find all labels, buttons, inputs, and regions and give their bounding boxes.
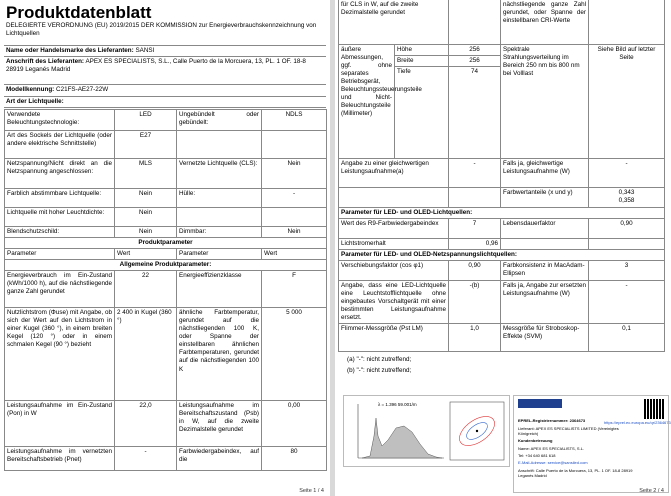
param-value: 0,00 <box>262 401 327 447</box>
param-name: Farbkonsistenz in MacAdam-Ellipsen <box>501 260 589 280</box>
param-name: Lichtstromerhalt <box>339 238 449 249</box>
param-name <box>339 187 449 207</box>
footnote-b: (b) "-": nicht zutreffend; <box>347 367 412 375</box>
type-param: Verwendete Beleuchtungstechnologie: <box>5 110 115 131</box>
param-value: 3 <box>589 260 665 280</box>
page-footer: Seite 1 / 4 <box>299 488 324 494</box>
page-title: Produktdatenblatt <box>6 3 152 22</box>
type-row <box>5 208 327 227</box>
param-value: - <box>589 158 665 187</box>
type-row <box>5 189 327 208</box>
param-row <box>5 271 327 308</box>
spectral-label: Spektrale Strahlungsverteilung im Bereich 250 nm bis 800 nm bei Volllast <box>501 44 589 158</box>
param-value: 0,1 <box>589 323 665 351</box>
param-name <box>501 238 589 249</box>
param-value: - <box>589 280 665 323</box>
param-name: Energieverbrauch im Ein-Zustand (kWh/1000 h), auf die nächstliegende ganze Zahl gerundet <box>5 271 115 308</box>
model-label: Modellkennung: <box>6 86 55 93</box>
lumen-maintenance-row <box>339 238 665 249</box>
dim-name: Höhe <box>395 44 449 55</box>
footnote-a: (a) "-": nicht zutreffend; <box>347 356 412 363</box>
param-value: 2 400 in Kugel (360 °) <box>115 308 177 401</box>
type-heading-row <box>4 96 326 108</box>
chromaticity-row <box>339 187 665 207</box>
type-value <box>262 131 327 159</box>
eprel-label-image <box>513 395 669 493</box>
param-name: Angabe, dass eine LED-Lichtquelle eine Leuchtstofflichtquelle ohne eingebautes Vorschaltgerät mit einer bestimmten Leistungsaufnahme ersetzt. <box>339 280 449 323</box>
param-name: Leistungsaufnahme im Bereitschaftszustand (Psb) in W, auf die zweite Dezimalstelle gerundet <box>177 401 262 447</box>
param-name: Wert des R9-Farbwiedergabeindex <box>339 218 449 238</box>
param-name: Verschiebungsfaktor (cos φ1) <box>339 260 449 280</box>
param-value <box>449 187 501 207</box>
qr-code-icon <box>644 399 664 419</box>
type-value: Nein <box>115 227 177 238</box>
dim-name: Tiefe <box>395 66 449 158</box>
type-value: Nein <box>115 189 177 208</box>
param-value: F <box>262 271 327 308</box>
param-name: ähnliche Farbtemperatur, gerundet auf die nächstliegenden 100 K, oder Spanne der einstellbaren ähnlichen Farbtemperaturen, gerundet auf die nächstliegenden 100 K <box>177 308 262 401</box>
col-header-value: Wert <box>115 249 177 260</box>
supplier-label: Name oder Handelsmarke des Lieferanten: <box>6 47 134 54</box>
spectrum-caption: λ = 1.396 59.001/m <box>378 402 417 407</box>
product-params-header-row <box>5 238 327 249</box>
param-name: Lebensdauerfaktor <box>501 218 589 238</box>
type-param: Netzspannung/Nicht direkt an die Netzspannung angeschlossen: <box>5 159 115 189</box>
dim-value: 256 <box>449 44 501 55</box>
eprel-line: Tel: +34 640 681 618 <box>518 453 556 458</box>
param-value: 0,90 <box>449 260 501 280</box>
eprel-line: Anschrift: Calle Puerto de la Morcuera, 13, PL. 1 OF. 18-8 28919 Leganés Madrid <box>518 468 633 479</box>
cri-row <box>339 0 665 44</box>
col-header-value: Wert <box>262 249 327 260</box>
mains-row <box>339 260 665 280</box>
param-name: nächstliegende ganze Zahl gerundet, oder Spanne der einstellbaren CRI-Werte <box>501 0 589 44</box>
param-value: 7 <box>449 218 501 238</box>
param-name: Farbwiedergabeindex, auf die <box>177 447 262 471</box>
param-name: Leistungsaufnahme im vernetzten Bereitschaftsbetrieb (Pnet) <box>5 447 115 471</box>
type-value: Nein <box>115 208 177 227</box>
general-params-header: Allgemeine Produktparameter: <box>5 260 327 271</box>
type-row <box>5 227 327 238</box>
datasheet-page-1 <box>0 0 330 496</box>
param-value: 0,96 <box>449 238 501 249</box>
type-param: Ungebündelt oder gebündelt: <box>177 110 262 131</box>
type-param: Lichtquelle mit hoher Leuchtdichte: <box>5 208 115 227</box>
type-value: Nein <box>262 159 327 189</box>
type-label: Art der Lichtquelle: <box>6 98 64 105</box>
param-value: 0,90 <box>589 218 665 238</box>
param-row <box>5 447 327 471</box>
type-value: NDLS <box>262 110 327 131</box>
equivalent-power-row <box>339 158 665 187</box>
light-source-type-table <box>4 109 327 471</box>
eprel-number: EPREL-Registriernummer: 2364673 <box>518 418 586 423</box>
col-header-parameter: Parameter <box>5 249 115 260</box>
type-value: Nein <box>262 227 327 238</box>
param-value: - <box>115 447 177 471</box>
mains-section-header: Parameter für LED- und OLED-Netzspannungslichtquellen: <box>339 249 665 260</box>
type-value <box>262 208 327 227</box>
param-name: Energieeffizienzklasse <box>177 271 262 308</box>
param-name: Flimmer-Messgröße (Pst LM) <box>339 323 449 351</box>
type-param <box>177 208 262 227</box>
product-params-header: Produktparameter <box>5 238 327 249</box>
type-param: Art des Sockels der Lichtquelle (oder andere elektrische Schnittstelle) <box>5 131 115 159</box>
page-footer: Seite 2 / 4 <box>639 488 664 494</box>
param-value <box>589 0 665 44</box>
supplier-value: SANSI <box>135 47 155 54</box>
param-value: - <box>449 158 501 187</box>
param-name: Leistungsaufnahme im Ein-Zustand (Pon) in W <box>5 401 115 447</box>
model-value: C21FS-AE27-22W <box>56 86 109 93</box>
param-name: Messgröße für Stroboskop-Effekte (SVM) <box>501 323 589 351</box>
param-row <box>5 308 327 401</box>
param-value <box>449 0 501 44</box>
dimensions-row <box>339 44 665 55</box>
type-value: MLS <box>115 159 177 189</box>
dim-value: 74 <box>449 66 501 158</box>
column-header-row <box>5 249 327 260</box>
eu-flag-icon <box>518 399 562 408</box>
type-param <box>177 131 262 159</box>
eprel-line: Name: APEX ES SPECIALISTS, S.L. <box>518 446 585 451</box>
chromaticity-point <box>476 430 478 432</box>
param-value: 22,0 <box>115 401 177 447</box>
r9-row <box>339 218 665 238</box>
type-param: Dimmbar: <box>177 227 262 238</box>
eprel-link[interactable]: https://eprel.ec.europa.eu/qr/2364673 <box>604 420 671 425</box>
eprel-line: Lieferant: APEX ES SPECIALISTS LIMITED (Vereinigtes Königreich) <box>518 426 619 437</box>
param-name: Falls ja, Angabe zur ersetzten Leistungsaufnahme (W) <box>501 280 589 323</box>
address-label: Anschrift des Lieferanten: <box>6 58 85 65</box>
type-value: - <box>262 189 327 208</box>
type-value: LED <box>115 110 177 131</box>
type-param: Hülle: <box>177 189 262 208</box>
led-section-header: Parameter für LED- und OLED-Lichtquellen: <box>339 207 665 218</box>
dim-value: 256 <box>449 55 501 66</box>
param-row <box>5 401 327 447</box>
param-value: 22 <box>115 271 177 308</box>
general-params-header-row <box>5 260 327 271</box>
param-value: 80 <box>262 447 327 471</box>
mains-section-row <box>339 249 665 260</box>
col-header-parameter: Parameter <box>177 249 262 260</box>
param-value: 0,343 0,358 <box>589 187 665 207</box>
param-name: Angabe zu einer gleichwertigen Leistungsaufnahme(a) <box>339 158 449 187</box>
footnotes <box>347 354 411 377</box>
supplier-row <box>4 45 326 56</box>
regulation-intro: DELEGIERTE VERORDNUNG (EU) 2019/2015 DER KOMMISSION zur Energieverbrauchskennzeichnung von Lichtquellen <box>6 22 317 38</box>
param-value <box>589 238 665 249</box>
eprel-line: Kundenbetreuung <box>518 438 553 443</box>
model-row <box>4 84 326 95</box>
param-name: Nutzlichtstrom (Φuse) mit Angabe, ob sich der Wert auf den Lichtstrom in einer Kugel (360 °), in einem breiten Kegel (120 °) oder in einem schmalen Kegel (90 °) bezieht <box>5 308 115 401</box>
type-row <box>5 131 327 159</box>
type-row <box>5 159 327 189</box>
spectral-value: Siehe Bild auf letzter Seite <box>589 44 665 158</box>
type-param: Farblich abstimmbare Lichtquelle: <box>5 189 115 208</box>
spectrum-figure <box>343 395 510 467</box>
param-name: für CLS in W, auf die zweite Dezimalstelle gerundet <box>339 0 449 44</box>
type-param: Vernetzte Lichtquelle (CLS): <box>177 159 262 189</box>
param-value: 5 000 <box>262 308 327 401</box>
dim-name: Breite <box>395 55 449 66</box>
eprel-line: E-Mail-Adresse: service@sansiled.com <box>518 460 588 465</box>
address-value: APEX ES SPECIALISTS, S.L., Calle Puerto de la Morcuera, 13, PL. 1 OF. 18-8 28919 Leganés Madrid <box>6 58 306 74</box>
led-section-row <box>339 207 665 218</box>
page2-table <box>338 0 665 352</box>
address-row <box>4 56 326 75</box>
param-value: 1,0 <box>449 323 501 351</box>
mains-row <box>339 280 665 323</box>
dimensions-label: äußere Abmessungen, ggf. ohne separates Betriebsgerät, Beleuchtungssteuerungsteile und Nicht-Beleuchtungsteile (Millimeter) <box>339 44 395 158</box>
spectrum-plot <box>344 396 509 466</box>
type-value: E27 <box>115 131 177 159</box>
param-value: -(b) <box>449 280 501 323</box>
type-row <box>5 110 327 131</box>
param-name: Farbwertanteile (x und y) <box>501 187 589 207</box>
param-name: Falls ja, gleichwertige Leistungsaufnahme (W) <box>501 158 589 187</box>
type-param: Blendschutzschild: <box>5 227 115 238</box>
datasheet-page-2 <box>335 0 670 496</box>
mains-row <box>339 323 665 351</box>
